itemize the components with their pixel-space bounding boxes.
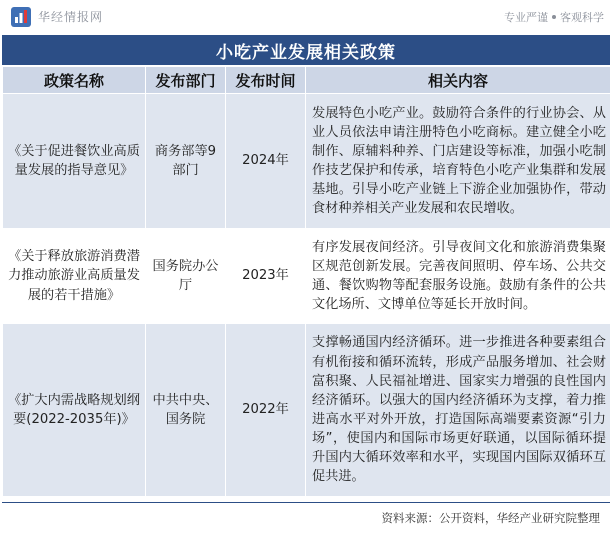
policy-date: 2023年 [226, 229, 306, 324]
column-header-name: 政策名称 [3, 67, 146, 94]
footer-divider [2, 502, 610, 503]
policy-content: 有序发展夜间经济。引导夜间文化和旅游消费集聚区规范创新发展。完善夜间照明、停车场、公共交通、餐饮购物等配套服务设施。鼓励有条件的公共文化场所、文博单位等延长开放时间。 [306, 229, 611, 324]
policy-date: 2022年 [226, 324, 306, 497]
policy-name: 《扩大内需战略规划纲要(2022-2035年)》 [3, 324, 146, 497]
table-header-row [3, 67, 611, 94]
column-header-content: 相关内容 [306, 67, 611, 94]
title-bar [2, 35, 610, 65]
policy-content: 支撑畅通国内经济循环。进一步推进各种要素组合有机衔接和循环流转，形成产品服务增加、社会财富积聚、人民福祉增进、国家实力增强的良性国内经济循环。以强大的国内经济循环为支撑，着力推进高水平对外开放，打造国际高端要素资源“引力场”，使国内和国际市场更好联通，以国际循环提升国内大循环效率和水平，实现国内国际双循环互促共进。 [306, 324, 611, 497]
policy-name: 《关于促进餐饮业高质量发展的指导意见》 [3, 94, 146, 229]
top-bar [0, 0, 612, 33]
policy-dept: 中共中央、国务院 [146, 324, 226, 497]
huajing-logo-icon [10, 6, 32, 28]
slogan [504, 9, 604, 25]
policy-date: 2024年 [226, 94, 306, 229]
table-row [3, 94, 611, 229]
slogan-left: 专业严谨 [504, 10, 548, 24]
source-note: 资料来源：公开资料，华经产业研究院整理 [381, 511, 600, 525]
column-header-dept: 发布部门 [146, 67, 226, 94]
policy-dept: 国务院办公厅 [146, 229, 226, 324]
slogan-right: 客观科学 [560, 10, 604, 24]
policy-content: 发展特色小吃产业。鼓励符合条件的行业协会、从业人员依法申请注册特色小吃商标。建立健全小吃制作、原辅料种养、门店建设等标准，加强小吃制作技艺保护和传承，培育特色小吃产业集群和发展基地。引导小吃产业链上下游企业加强协作，带动食材种养相关产业发展和农民增收。 [306, 94, 611, 229]
policy-dept: 商务部等9部门 [146, 94, 226, 229]
brand[interactable] [10, 6, 103, 28]
table-row [3, 324, 611, 497]
table-row [3, 229, 611, 324]
page-title: 小吃产业发展相关政策 [216, 42, 396, 63]
column-header-date: 发布时间 [226, 67, 306, 94]
policy-name: 《关于释放旅游消费潜力推动旅游业高质量发展的若干措施》 [3, 229, 146, 324]
policy-table [2, 66, 611, 497]
slogan-separator-dot [552, 15, 556, 19]
brand-name: 华经情报网 [38, 10, 104, 24]
